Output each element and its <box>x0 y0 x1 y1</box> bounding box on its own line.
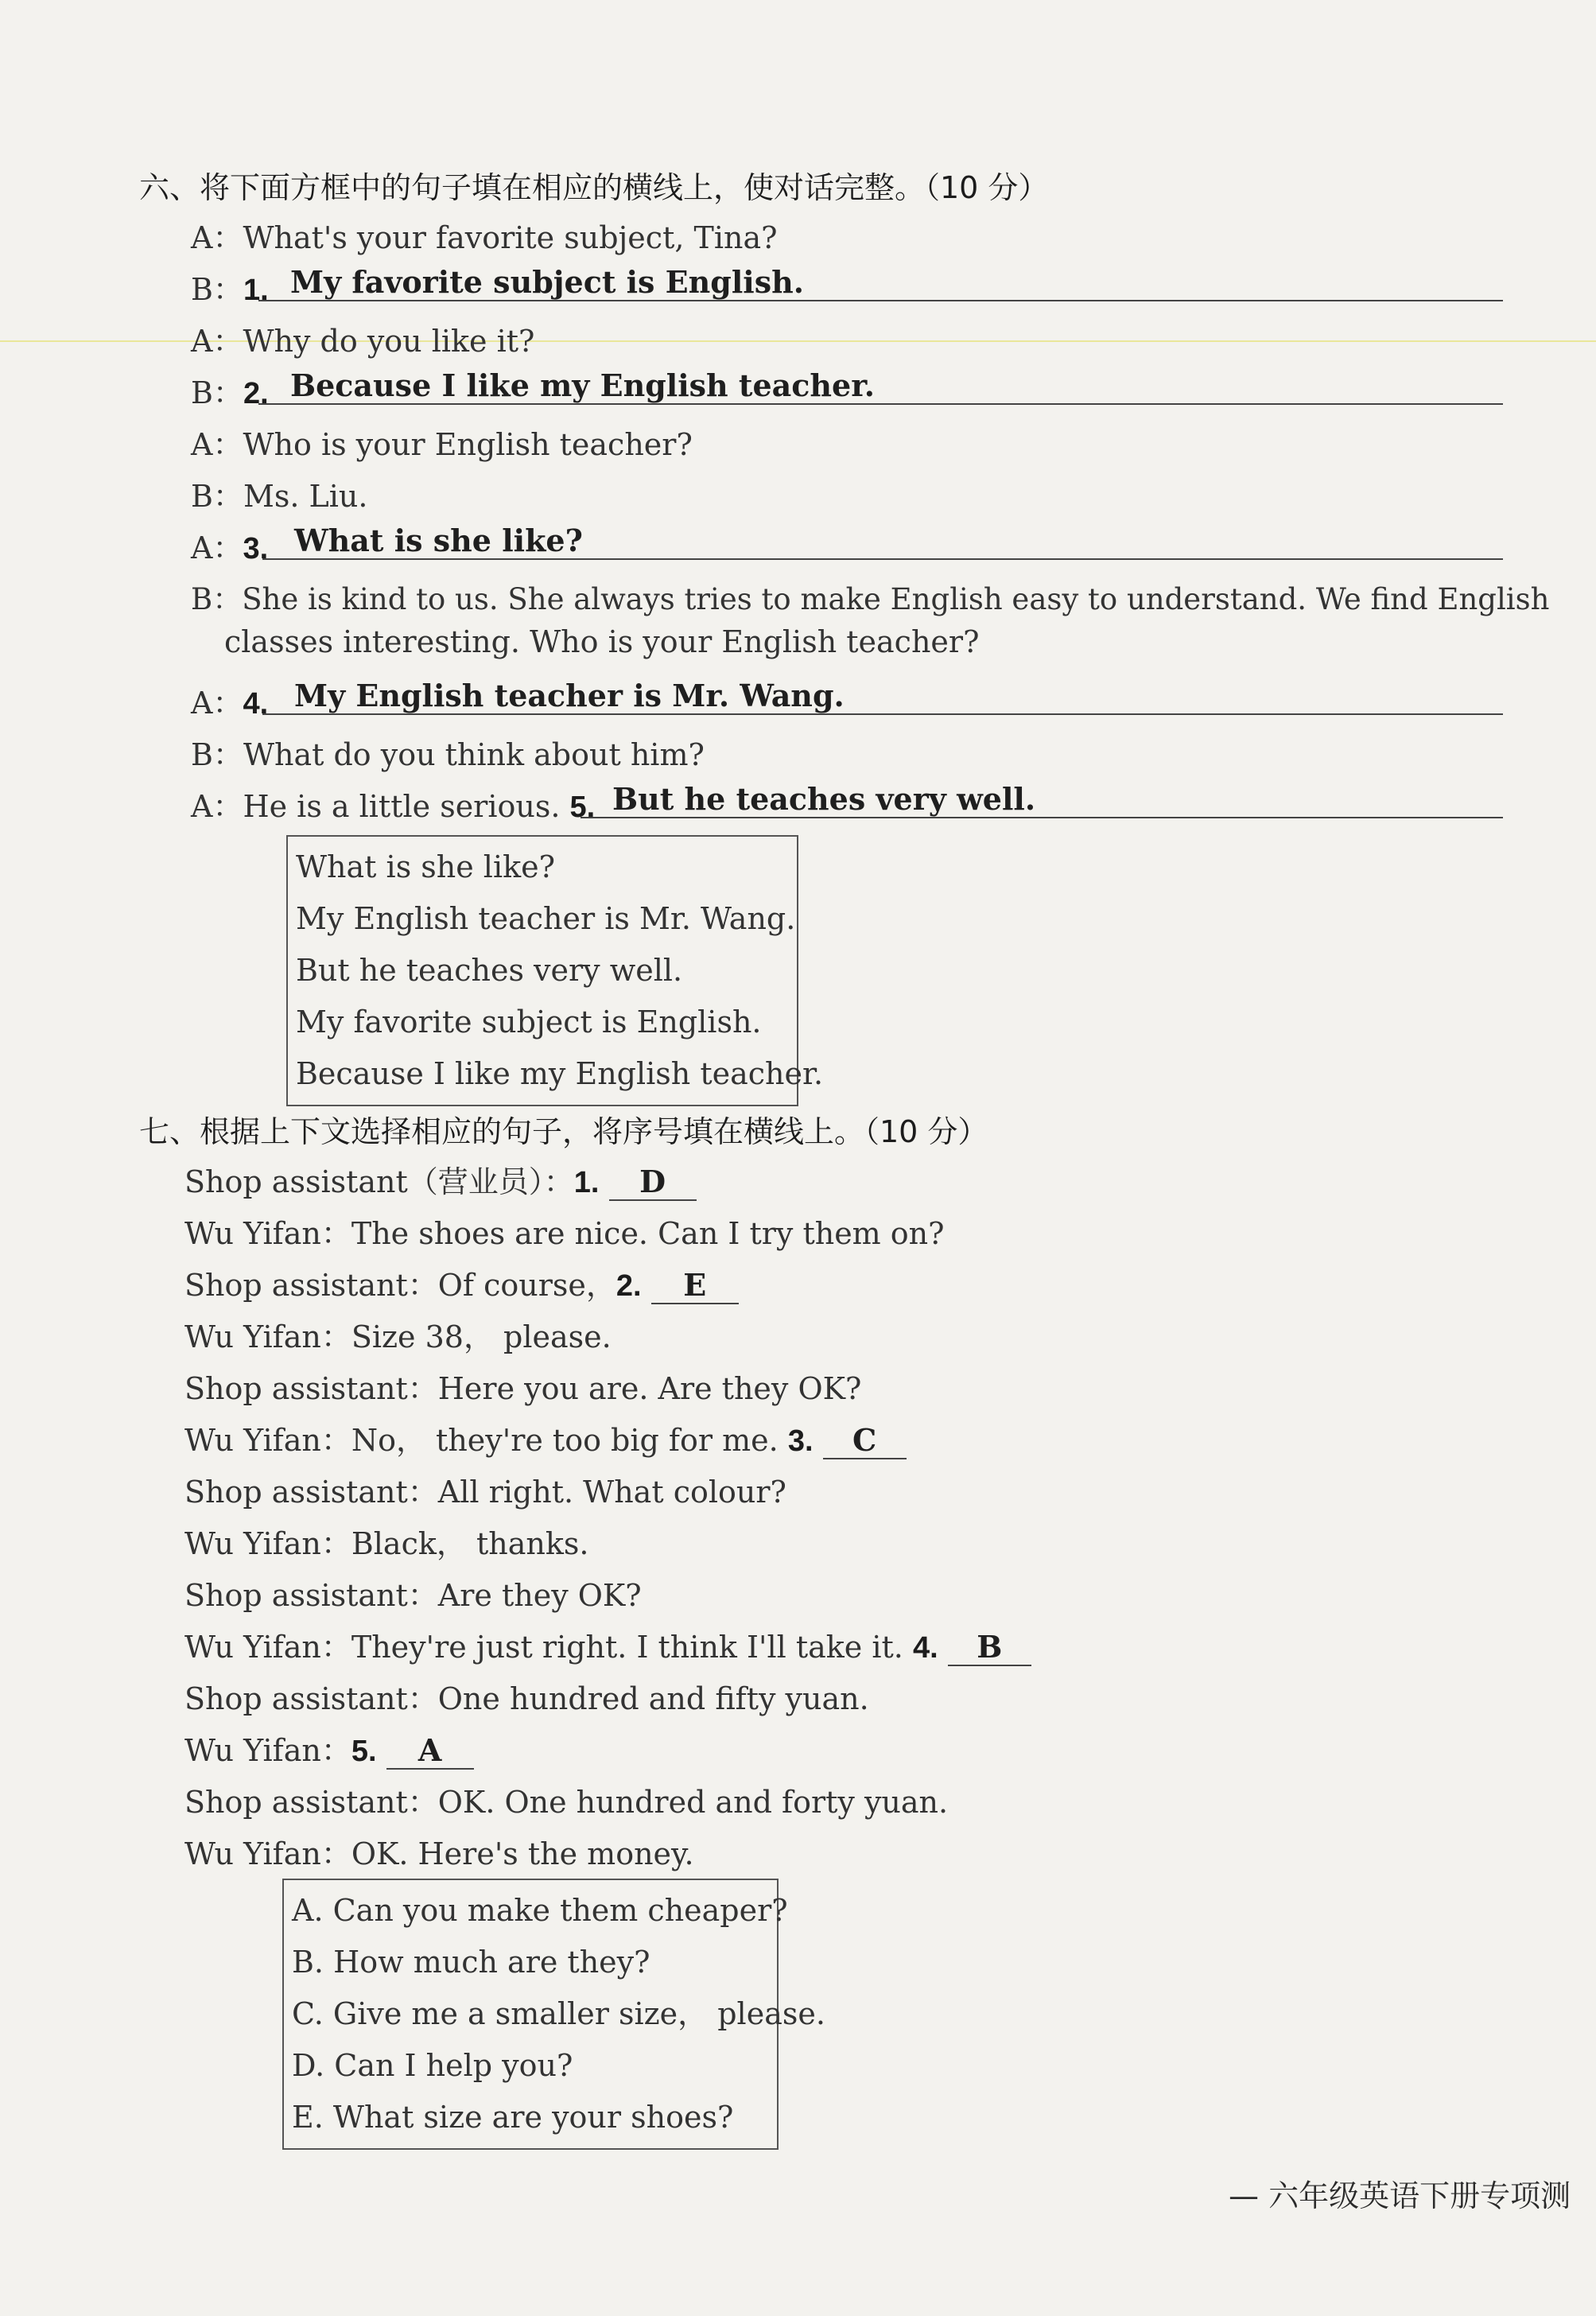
dialog-line: A：4. <box>191 686 269 721</box>
dialog-line: B：1. <box>191 272 269 307</box>
dialog-line: Shop assistant：Are they OK? <box>184 1578 642 1613</box>
dialog-line: A：Why do you like it? <box>191 324 535 359</box>
choice-options-box <box>282 1879 825 2150</box>
answer-blank-2: E <box>651 1268 739 1304</box>
dialog-line: B：What do you think about him? <box>191 737 705 772</box>
option-sentence: My favorite subject is English. <box>296 1005 762 1039</box>
answer-blank-3: What is she like? <box>262 523 1503 560</box>
dialog-line: Shop assistant：Of course，2. E <box>184 1261 739 1304</box>
option-choice: E. What size are your shoes? <box>292 2100 734 2135</box>
dialog-line: Wu Yifan：Black， thanks. <box>184 1526 589 1561</box>
answer-blank-5: A <box>386 1733 474 1770</box>
dialog-line: A：3. <box>191 530 269 565</box>
dialog-line: Wu Yifan：The shoes are nice. Can I try them on? <box>184 1216 945 1251</box>
sentence-options-box <box>286 835 824 1106</box>
dialog-line: Shop assistant：All right. What colour? <box>184 1475 786 1510</box>
page-footer: — 六年级英语下册专项测 <box>1229 2178 1571 2213</box>
dialog-line: B：Ms. Liu. <box>191 479 368 514</box>
dialog-line: Wu Yifan：They're just right. I think I'll take it. 4. B <box>184 1622 1031 1666</box>
dialog-line: Shop assistant：Here you are. Are they OK? <box>184 1371 862 1406</box>
dialog-line: B：She is kind to us. She always tries to make English easy to understand. We find English <box>191 582 1550 616</box>
dialog-line: Wu Yifan：No， they're too big for me. 3. C <box>184 1416 907 1459</box>
answer-blank-1: D <box>609 1164 697 1201</box>
dialog-line: classes interesting. Who is your English teacher? <box>224 624 980 659</box>
dialog-line: B：2. <box>191 375 269 410</box>
answer-blank-4: B <box>948 1630 1031 1666</box>
option-choice: B. How much are they? <box>292 1945 650 1980</box>
answer-blank-5: But he teaches very well. <box>581 782 1503 818</box>
option-sentence: What is she like? <box>296 849 556 884</box>
answer-blank-4: My English teacher is Mr. Wang. <box>262 678 1503 715</box>
dialog-line: Shop assistant：One hundred and fifty yuan. <box>184 1681 869 1716</box>
dialog-line: Wu Yifan：Size 38， please. <box>184 1319 612 1354</box>
section6-heading: 六、将下面方框中的句子填在相应的横线上，使对话完整。（10 分） <box>139 170 1049 205</box>
option-sentence: Because I like my English teacher. <box>296 1056 824 1091</box>
dialog-line: Shop assistant（营业员）：1. D <box>184 1157 697 1201</box>
dialog-line: A：What's your favorite subject, Tina? <box>191 220 778 255</box>
option-sentence: But he teaches very well. <box>296 953 683 988</box>
dialog-line: A：Who is your English teacher? <box>191 427 693 462</box>
section7-heading: 七、根据上下文选择相应的句子，将序号填在横线上。（10 分） <box>139 1114 988 1149</box>
dialog-line: Shop assistant：OK. One hundred and forty yuan. <box>184 1785 949 1820</box>
answer-blank-2: Because I like my English teacher. <box>258 368 1503 405</box>
option-choice: D. Can I help you? <box>292 2048 573 2083</box>
dialog-line: Wu Yifan：OK. Here's the money. <box>184 1836 694 1871</box>
answer-blank-1: My favorite subject is English. <box>258 265 1503 301</box>
dialog-line: Wu Yifan：5. A <box>184 1726 474 1770</box>
option-sentence: My English teacher is Mr. Wang. <box>296 901 796 936</box>
option-choice: C. Give me a smaller size， please. <box>292 1996 825 2031</box>
option-choice: A. Can you make them cheaper? <box>292 1893 788 1928</box>
dialog-line: A：He is a little serious. 5. <box>191 789 596 824</box>
answer-blank-3: C <box>823 1423 907 1459</box>
